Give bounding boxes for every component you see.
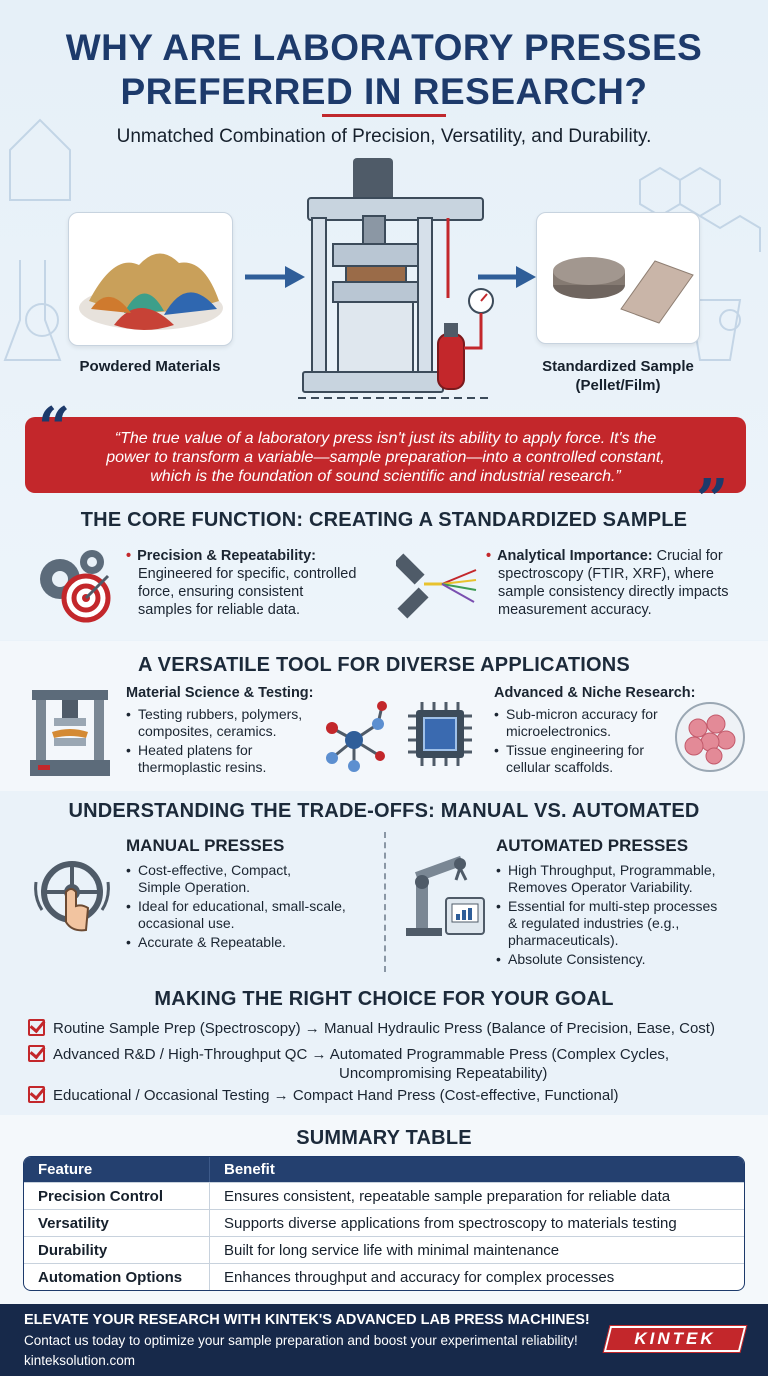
material-science-list [126, 706, 326, 778]
manual-presses-list [126, 862, 376, 953]
colored-powder-icon [69, 213, 234, 347]
list-item: • Cost-effective, Compact, Simple Operation. [126, 862, 376, 896]
page-subtitle: Unmatched Combination of Precision, Versatility, and Durability. [116, 126, 652, 147]
footer-body: Contact us today to optimize your sample preparation and boost your experimental reliability! [24, 1333, 578, 1348]
handwheel-icon [30, 852, 112, 934]
microchip-icon [404, 698, 476, 770]
powder-image-frame [68, 212, 233, 346]
list-item: • Testing rubbers, polymers, composites, ceramics. [126, 706, 326, 740]
advanced-research-title: Advanced & Niche Research: [494, 685, 696, 701]
list-item: • Essential for multi-step processes & regulated industries (e.g., pharmaceuticals). [496, 898, 756, 949]
petri-dish-cells-icon [672, 700, 748, 774]
spectroscopy-beam-icon [396, 546, 480, 622]
footer-headline: ELEVATE YOUR RESEARCH WITH KINTEK'S ADVANCED LAB PRESS MACHINES! [24, 1312, 590, 1328]
quote-banner: “The true value of a laboratory press isn't just its ability to apply force. It's the power to transform a variable—sample preparation—into a controlled constant, which is the foundation of sound scientific and industrial research.” [25, 417, 746, 493]
table-row: Automation Options Enhances throughput and accuracy for complex processes [24, 1263, 744, 1290]
choice-row: Routine Sample Prep (Spectroscopy) → Manual Hydraulic Press (Balance of Precision, Ease, Cost) [28, 1019, 758, 1038]
sample-image-frame [536, 212, 700, 344]
automated-presses-title: AUTOMATED PRESSES [496, 836, 689, 855]
list-item: • Heated platens for thermoplastic resins. [126, 742, 326, 776]
manual-presses-title: MANUAL PRESSES [126, 836, 285, 855]
checkbox-icon [28, 1086, 45, 1103]
arrow-right-icon [476, 262, 540, 292]
list-item: • High Throughput, Programmable, Removes Operator Variability. [496, 862, 756, 896]
testing-machine-icon [28, 686, 112, 778]
table-row: Versatility Supports diverse applications from spectroscopy to materials testing [24, 1209, 744, 1236]
column-header-feature: Feature [24, 1157, 210, 1182]
choice-row: Educational / Occasional Testing → Compact Hand Press (Cost-effective, Functional) [28, 1086, 758, 1105]
kintek-logo: KINTEK [604, 1326, 746, 1352]
list-item: • Tissue engineering for cellular scaffolds. [494, 742, 674, 776]
tradeoffs-heading: UNDERSTANDING THE TRADE-OFFS: MANUAL VS. AUTOMATED [68, 800, 700, 822]
versatile-heading: A VERSATILE TOOL FOR DIVERSE APPLICATIONS [138, 654, 630, 676]
table-header-row [24, 1157, 744, 1182]
advanced-research-list [494, 706, 674, 778]
table-row: Durability Built for long service life with minimal maintenance [24, 1236, 744, 1263]
automated-presses-list [496, 862, 756, 970]
column-header-benefit: Benefit [210, 1157, 744, 1182]
output-caption: Standardized Sample (Pellet/Film) [542, 358, 694, 394]
list-item: • Sub-micron accuracy for microelectronics. [494, 706, 674, 740]
close-quote-icon: ” [696, 467, 729, 533]
summary-table [23, 1156, 745, 1291]
page-title: WHY ARE LABORATORY PRESSES PREFERRED IN RESEARCH? [65, 27, 703, 112]
checkbox-icon [28, 1019, 45, 1036]
precision-block: • Precision & Repeatability: Engineered for specific, controlled force, ensuring consistent samples for reliable data. [126, 547, 396, 619]
choice-row: Advanced R&D / High-Throughput QC → Automated Programmable Press (Complex Cycles, Uncompromising Repeatability) [28, 1045, 758, 1083]
robotic-arm-icon [402, 854, 488, 938]
list-item: • Ideal for educational, small-scale, occasional use. [126, 898, 376, 932]
list-item: • Absolute Consistency. [496, 951, 756, 968]
choice-heading: MAKING THE RIGHT CHOICE FOR YOUR GOAL [154, 988, 614, 1010]
title-underline [322, 114, 446, 117]
input-caption: Powdered Materials [79, 358, 221, 375]
footer-url[interactable]: kinteksolution.com [24, 1353, 136, 1368]
table-row: Precision Control Ensures consistent, repeatable sample preparation for reliable data [24, 1182, 744, 1209]
molecule-icon [318, 700, 390, 774]
pellet-and-film-icon [537, 213, 701, 345]
checkbox-icon [28, 1045, 45, 1062]
laboratory-press-icon [298, 158, 498, 404]
list-item: • Accurate & Repeatable. [126, 934, 376, 951]
analytical-block: • Analytical Importance: Crucial for spectroscopy (FTIR, XRF), where sample consistency directly impacts measurement accuracy. [486, 547, 768, 619]
gears-target-icon [30, 544, 116, 624]
material-science-title: Material Science & Testing: [126, 685, 314, 701]
column-divider [384, 832, 386, 972]
summary-heading: SUMMARY TABLE [296, 1127, 472, 1149]
core-function-heading: THE CORE FUNCTION: CREATING A STANDARDIZED SAMPLE [80, 509, 688, 531]
open-quote-icon: “ [38, 395, 71, 461]
